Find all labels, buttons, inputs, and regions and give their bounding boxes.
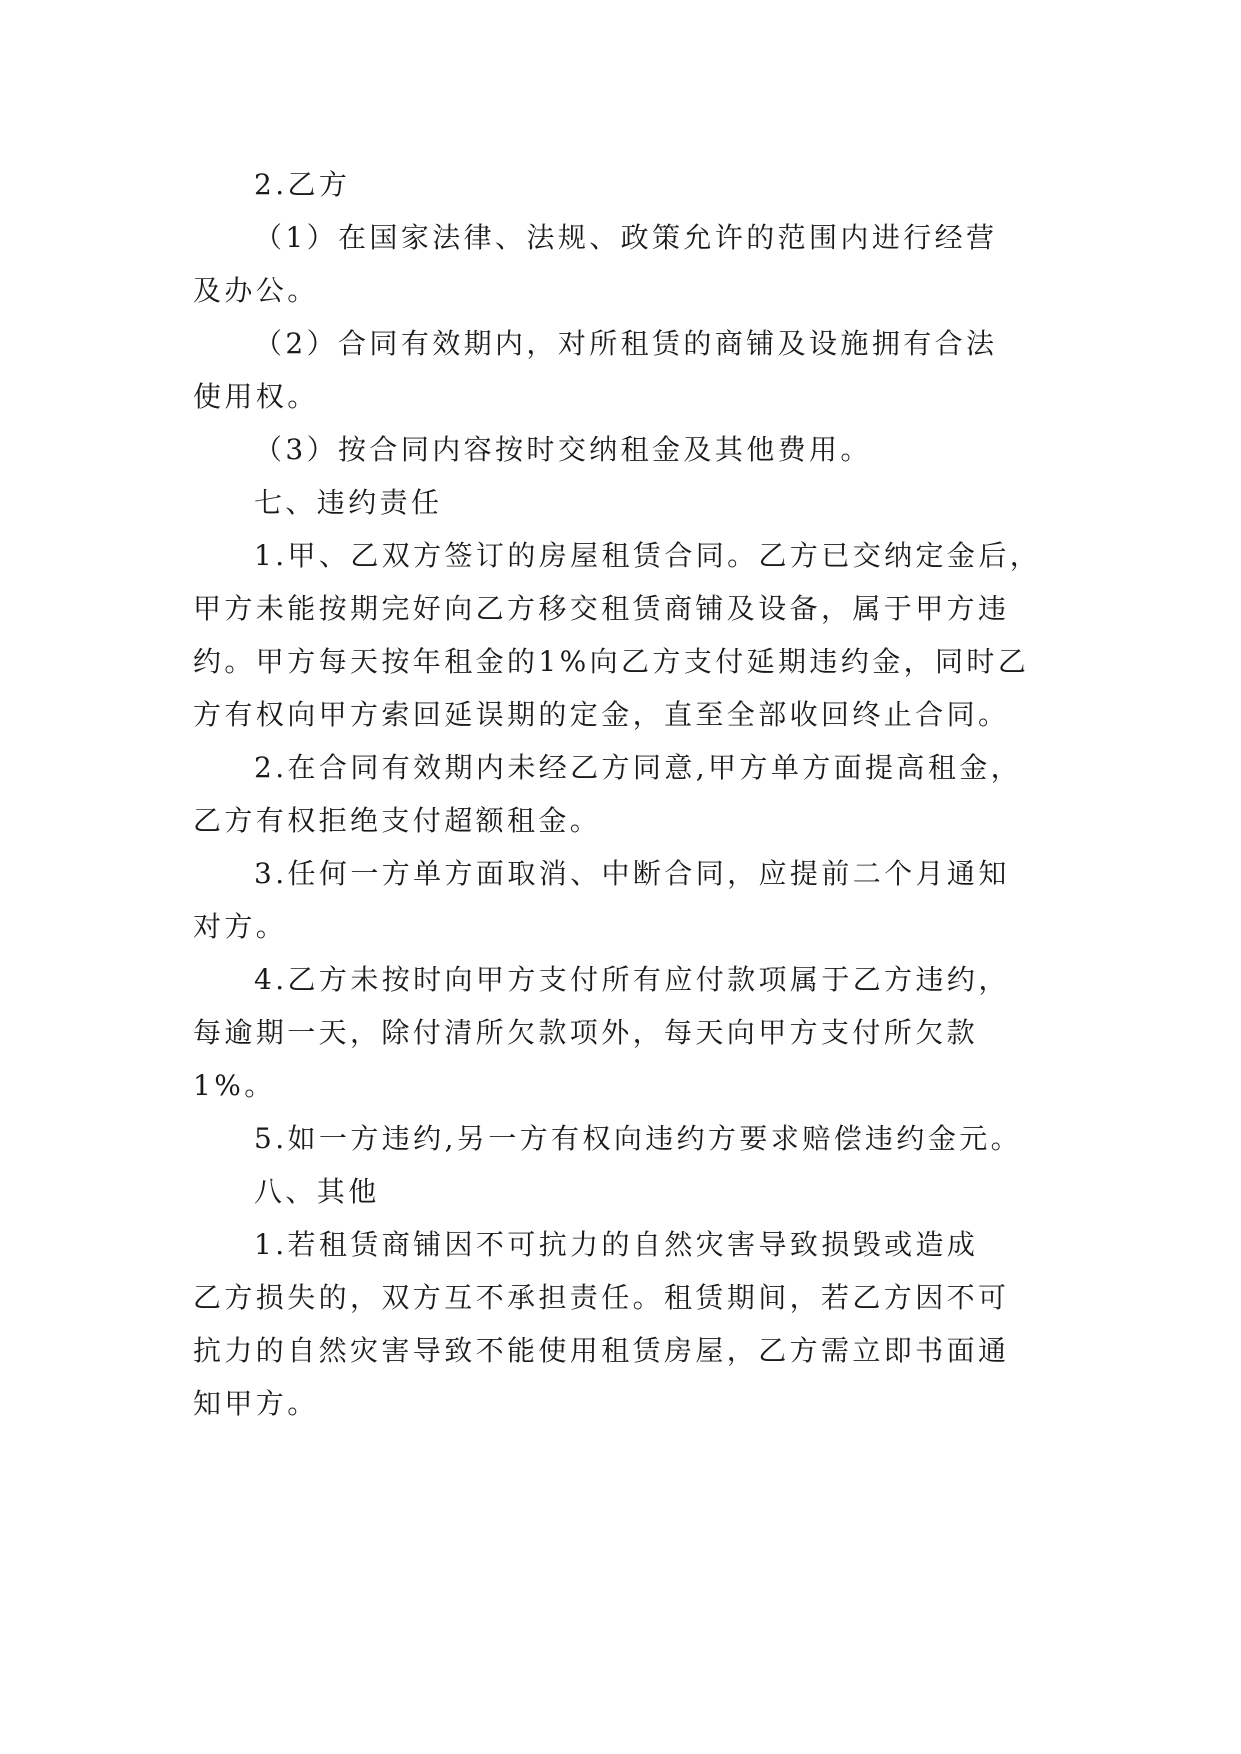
paragraph-line: 1.甲、乙双方签订的房屋租赁合同。乙方已交纳定金后， [254,539,1042,572]
paragraph-line: 对方。 [193,910,288,943]
paragraph-line: 3.任何一方单方面取消、中断合同，应提前二个月通知 [254,857,1010,890]
paragraph-line: 乙方有权拒绝支付超额租金。 [193,804,602,837]
paragraph-line: 每逾期一天，除付清所欠款项外，每天向甲方支付所欠款 [193,1016,979,1049]
paragraph-line: 约。甲方每天按年租金的1%向乙方支付延期违约金，同时乙 [193,645,1030,678]
paragraph-line: （2）合同有效期内，对所租赁的商铺及设施拥有合法 [254,327,998,360]
section-heading-other: 八、其他 [254,1175,380,1208]
paragraph-line: 5.如一方违约,另一方有权向违约方要求赔偿违约金元。 [254,1122,1023,1155]
paragraph-line: 4.乙方未按时向甲方支付所有应付款项属于乙方违约， [254,963,1010,996]
paragraph-line: 2.在合同有效期内未经乙方同意,甲方单方面提高租金， [254,751,1023,784]
paragraph-line: 方有权向甲方索回延误期的定金，直至全部收回终止合同。 [193,698,1010,731]
paragraph-line: （3）按合同内容按时交纳租金及其他费用。 [254,433,872,466]
section-heading-breach: 七、违约责任 [254,486,443,519]
paragraph-line: 甲方未能按期完好向乙方移交租赁商铺及设备，属于甲方违 [193,592,1010,625]
paragraph-line: 及办公。 [193,274,319,307]
section-heading-party-b: 2.乙方 [254,168,351,201]
paragraph-line: 使用权。 [193,380,319,413]
paragraph-line: （1）在国家法律、法规、政策允许的范围内进行经营 [254,221,998,254]
paragraph-line: 1%。 [193,1069,276,1102]
paragraph-line: 知甲方。 [193,1387,319,1420]
paragraph-line: 1.若租赁商铺因不可抗力的自然灾害导致损毁或造成 [254,1228,979,1261]
paragraph-line: 乙方损失的，双方互不承担责任。租赁期间，若乙方因不可 [193,1281,1010,1314]
paragraph-line: 抗力的自然灾害导致不能使用租赁房屋，乙方需立即书面通 [193,1334,1010,1367]
